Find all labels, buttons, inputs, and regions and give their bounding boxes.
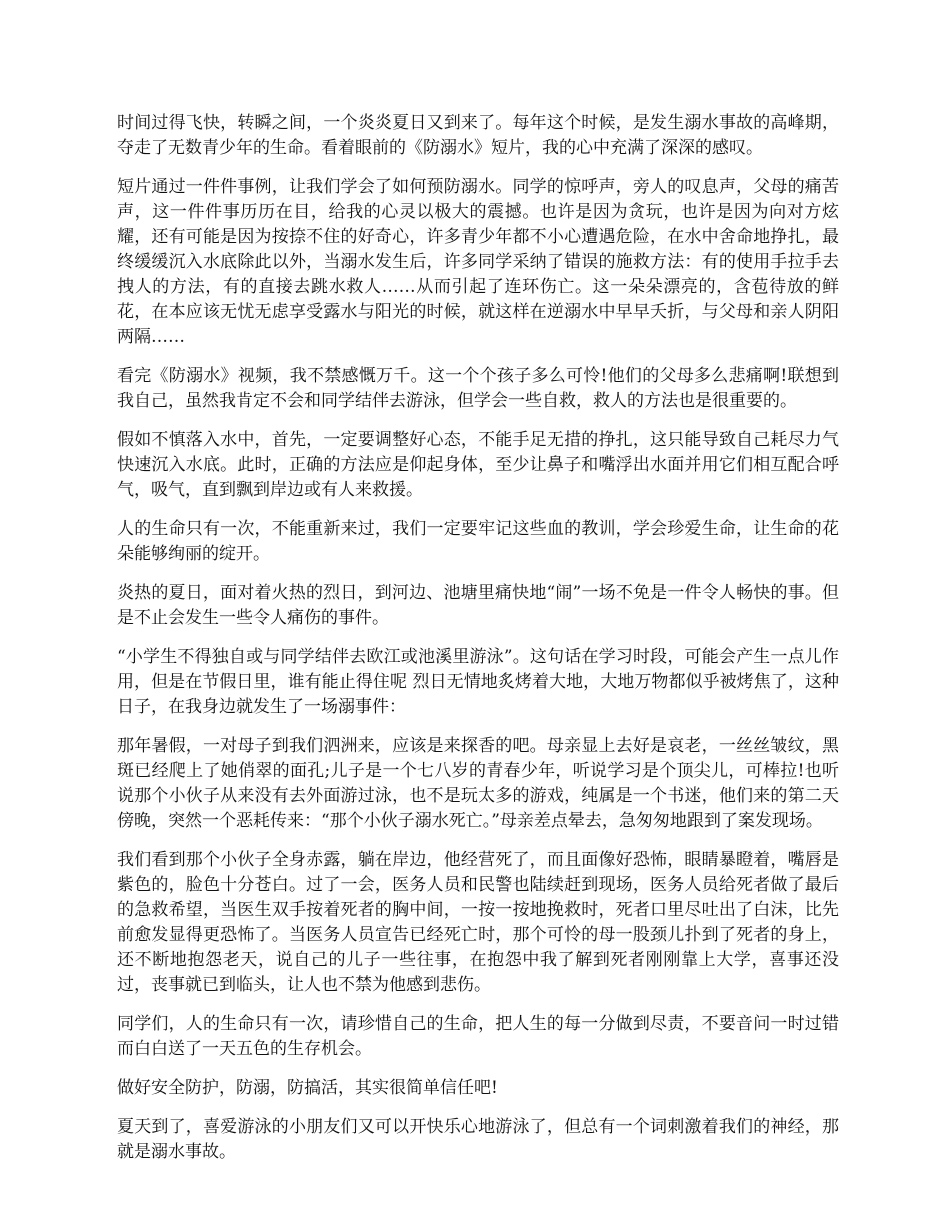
paragraph: 看完《防溺水》视频，我不禁感慨万千。这一个个孩子多么可怜!他们的父母多么悲痛啊!联想到我自己，虽然我肯定不会和同学结伴去游泳，但学会一些自救，救人的方法也是很重要的。 — [117, 366, 839, 411]
paragraph: 时间过得飞快，转瞬之间，一个炎炎夏日又到来了。每年这个时候，是发生溺水事故的高峰期，夺走了无数青少年的生命。看着眼前的《防溺水》短片，我的心中充满了深深的感叹。 — [117, 113, 839, 158]
paragraph: 同学们，人的生命只有一次，请珍惜自己的生命，把人生的每一分做到尽责，不要音问一时过错而白白送了一天五色的生存机会。 — [117, 1014, 839, 1059]
paragraph: 夏天到了，喜爱游泳的小朋友们又可以开快乐心地游泳了，但总有一个词刺激着我们的神经，那就是溺水事故。 — [117, 1117, 839, 1162]
paragraph: 那年暑假，一对母子到我们泗洲来，应该是来探香的吧。母亲显上去好是哀老，一丝丝皱纹，黑斑已经爬上了她俏翠的面孔;儿子是一个七八岁的青春少年，听说学习是个顶尖儿，可棒拉!也听说那个小伙子从来没有去外面游过泳，也不是玩太多的游戏，纯属是一个书迷，他们来的第二天傍晚，突然一个恶耗传来：“那个小伙子溺水死亡。”母亲差点晕去，急匆匆地跟到了案发现场。 — [117, 736, 839, 831]
paragraph: 假如不慎落入水中，首先，一定要调整好心态，不能手足无措的挣扎，这只能导致自己耗尽力气快速沉入水底。此时，正确的方法应是仰起身体，至少让鼻子和嘴浮出水面并用它们相互配合呼气，吸气，直到飘到岸边或有人来救援。 — [117, 430, 839, 500]
document-page — [117, 111, 839, 1179]
paragraph: 做好安全防护，防溺，防搞活，其实很简单信任吧! — [117, 1078, 498, 1098]
paragraph: 短片通过一件件事例，让我们学会了如何预防溺水。同学的惊呼声，旁人的叹息声，父母的痛苦声，这一件件事历历在目，给我的心灵以极大的震撼。也许是因为贪玩，也许是因为向对方炫耀，还有可能是因为按捺不住的好奇心，许多青少年都不小心遭遇危险，在水中舍命地挣扎，最终缓缓沉入水底除此以外，当溺水发生后，许多同学采纳了错误的施救方法：有的使用手拉手去拽人的方法，有的直接去跳水救人……从而引起了连环伤亡。这一朵朵漂亮的，含苞待放的鲜花，在本应该无忧无虑享受露水与阳光的时候，就这样在逆溺水中早早夭折，与父母和亲人阴阳两隔…… — [117, 177, 839, 347]
paragraph: 我们看到那个小伙子全身赤露，躺在岸边，他经营死了，而且面像好恐怖，眼睛暴瞪着，嘴唇是紫色的，脸色十分苍白。过了一会，医务人员和民警也陆续赶到现场，医务人员给死者做了最后的急救希望，当医生双手按着死者的胸中间，一按一按地挽救时，死者口里尽吐出了白沫，比先前愈发显得更恐怖了。当医务人员宣告已经死亡时，那个可怜的母一股颈儿扑到了死者的身上，还不断地抱怨老天，说自己的儿子一些往事，在抱怨中我了解到死者刚刚靠上大学，喜事还没过，丧事就已到临头，让人也不禁为他感到悲伤。 — [117, 850, 839, 995]
paragraph: “小学生不得独自或与同学结伴去欧江或池溪里游泳”。这句话在学习时段，可能会产生一点儿作用，但是在节假日里，谁有能止得住呢 烈日无情地炙烤着大地，大地万物都似乎被烤焦了，这种日子，在我身边就发生了一场溺事件： — [117, 647, 839, 717]
paragraph: 人的生命只有一次，不能重新来过，我们一定要牢记这些血的教训，学会珍爱生命，让生命的花朵能够绚丽的绽开。 — [117, 519, 839, 564]
paragraph: 炎热的夏日，面对着火热的烈日，到河边、池塘里痛快地“闹”一场不免是一件令人畅快的事。但是不止会发生一些令人痛伤的事件。 — [117, 583, 839, 628]
